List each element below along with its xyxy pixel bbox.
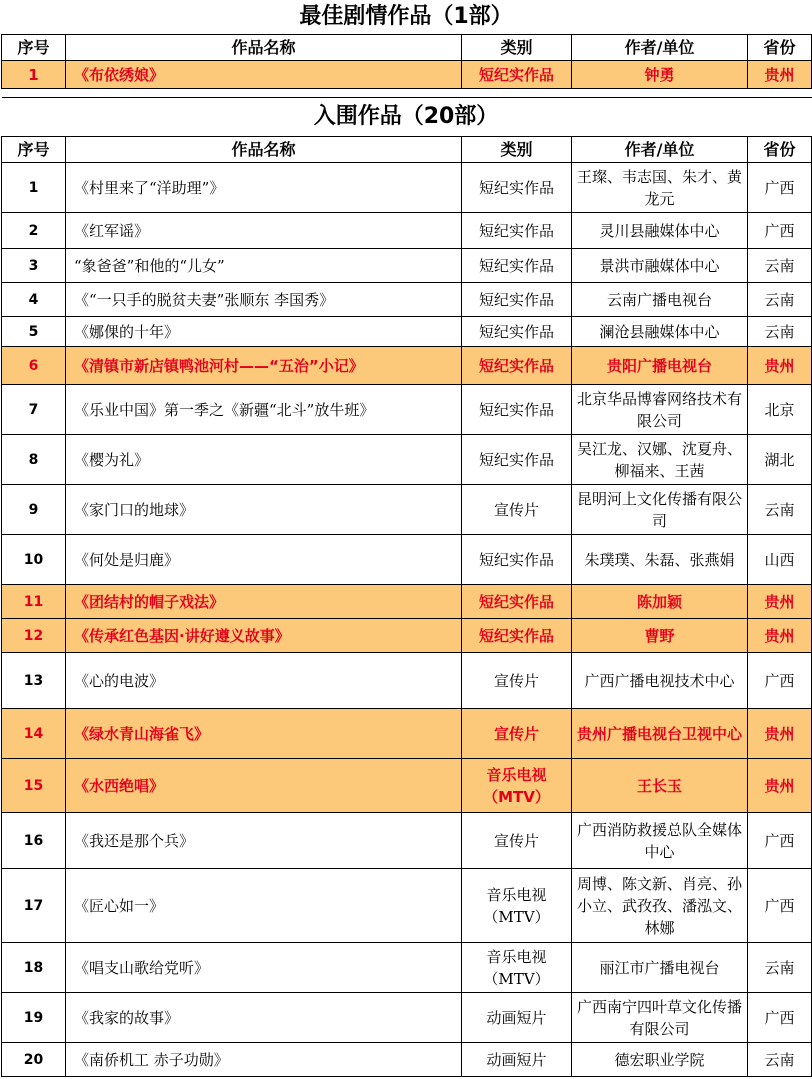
cell-type: 短纪实作品 — [462, 61, 572, 89]
table-row — [2, 813, 812, 869]
cell-province: 云南 — [748, 317, 812, 347]
header-type: 类别 — [462, 35, 572, 61]
table-row — [2, 535, 812, 585]
cell-province: 贵州 — [748, 347, 812, 385]
cell-name: 《“一只手的脱贫夫妻”张顺东 李国秀》 — [66, 283, 462, 317]
cell-province: 山西 — [748, 535, 812, 585]
section2-title: 入围作品（20部） — [313, 104, 499, 129]
cell-no: 19 — [2, 993, 66, 1043]
cell-author: 澜沧县融媒体中心 — [572, 317, 748, 347]
cell-name: 《南侨机工 赤子功勋》 — [66, 1043, 462, 1077]
cell-province: 云南 — [748, 249, 812, 283]
table-row — [2, 1043, 812, 1077]
table-header-row — [2, 35, 812, 61]
cell-no: 1 — [2, 163, 66, 213]
cell-type: 宣传片 — [462, 653, 572, 709]
cell-name: 《团结村的帽子戏法》 — [66, 585, 462, 619]
cell-name: 《红军谣》 — [66, 213, 462, 249]
cell-name: 《娜倮的十年》 — [66, 317, 462, 347]
cell-name: 《清镇市新店镇鸭池河村——“五治”小记》 — [66, 347, 462, 385]
cell-province: 贵州 — [748, 585, 812, 619]
cell-author: 王璨、韦志国、朱才、黄龙元 — [572, 163, 748, 213]
cell-no: 8 — [2, 435, 66, 485]
header-name: 作品名称 — [66, 137, 462, 163]
cell-name: 《家门口的地球》 — [66, 485, 462, 535]
cell-province: 广西 — [748, 163, 812, 213]
cell-no: 4 — [2, 283, 66, 317]
cell-no: 16 — [2, 813, 66, 869]
cell-province: 云南 — [748, 283, 812, 317]
cell-type: 短纪实作品 — [462, 213, 572, 249]
table-row — [2, 759, 812, 813]
table-row — [2, 943, 812, 993]
cell-type: 短纪实作品 — [462, 283, 572, 317]
cell-no: 12 — [2, 619, 66, 653]
cell-no: 20 — [2, 1043, 66, 1077]
cell-type: 短纪实作品 — [462, 249, 572, 283]
table-row — [2, 163, 812, 213]
cell-author: 曹野 — [572, 619, 748, 653]
table-row — [2, 435, 812, 485]
table-row — [2, 61, 812, 89]
cell-author: 周博、陈文新、肖亮、孙小立、武孜孜、潘泓文、林娜 — [572, 869, 748, 943]
cell-name: 《村里来了“洋助理”》 — [66, 163, 462, 213]
cell-type: 短纪实作品 — [462, 385, 572, 435]
cell-name: 《传承红色基因·讲好遵义故事》 — [66, 619, 462, 653]
header-province: 省份 — [748, 35, 812, 61]
cell-name: 《心的电波》 — [66, 653, 462, 709]
cell-type: 动画短片 — [462, 1043, 572, 1077]
cell-type: 短纪实作品 — [462, 163, 572, 213]
table-row — [2, 347, 812, 385]
cell-author: 陈加颖 — [572, 585, 748, 619]
header-author: 作者/单位 — [572, 137, 748, 163]
table-row — [2, 385, 812, 435]
cell-author: 朱璞璞、朱磊、张燕娟 — [572, 535, 748, 585]
cell-province: 贵州 — [748, 61, 812, 89]
cell-author: 云南广播电视台 — [572, 283, 748, 317]
cell-no: 13 — [2, 653, 66, 709]
cell-no: 3 — [2, 249, 66, 283]
cell-province: 广西 — [748, 993, 812, 1043]
cell-name: 《唱支山歌给党听》 — [66, 943, 462, 993]
cell-province: 湖北 — [748, 435, 812, 485]
cell-name: 《樱为礼》 — [66, 435, 462, 485]
cell-province: 云南 — [748, 943, 812, 993]
cell-no: 15 — [2, 759, 66, 813]
cell-type: 短纪实作品 — [462, 317, 572, 347]
table-header-row — [2, 137, 812, 163]
cell-name: 《水西绝唱》 — [66, 759, 462, 813]
table-row — [2, 317, 812, 347]
best-works-table — [1, 34, 812, 98]
cell-province: 贵州 — [748, 759, 812, 813]
cell-name: 《匠心如一》 — [66, 869, 462, 943]
cell-author: 吴江龙、汉娜、沈夏舟、柳福来、王茜 — [572, 435, 748, 485]
cell-author: 德宏职业学院 — [572, 1043, 748, 1077]
cell-author: 广西广播电视技术中心 — [572, 653, 748, 709]
cell-type: 短纪实作品 — [462, 347, 572, 385]
cell-no: 1 — [2, 61, 66, 89]
header-type: 类别 — [462, 137, 572, 163]
table-row — [2, 619, 812, 653]
cell-province: 广西 — [748, 213, 812, 249]
cell-author: 景洪市融媒体中心 — [572, 249, 748, 283]
cell-no: 10 — [2, 535, 66, 585]
table-row — [2, 993, 812, 1043]
cell-type: 短纪实作品 — [462, 585, 572, 619]
cell-author: 广西南宁四叶草文化传播有限公司 — [572, 993, 748, 1043]
cell-no: 17 — [2, 869, 66, 943]
cell-type: 宣传片 — [462, 485, 572, 535]
cell-no: 7 — [2, 385, 66, 435]
cell-author: 北京华品博睿网络技术有限公司 — [572, 385, 748, 435]
cell-province: 广西 — [748, 653, 812, 709]
table-row — [2, 869, 812, 943]
cell-author: 灵川县融媒体中心 — [572, 213, 748, 249]
cell-type: 音乐电视（MTV） — [462, 869, 572, 943]
cell-type: 动画短片 — [462, 993, 572, 1043]
cell-name: 《布依绣娘》 — [66, 61, 462, 89]
table-row — [2, 283, 812, 317]
cell-name: 《乐业中国》第一季之《新疆“北斗”放牛班》 — [66, 385, 462, 435]
cell-name: 《绿水青山海雀飞》 — [66, 709, 462, 759]
cell-name: 《我家的故事》 — [66, 993, 462, 1043]
cell-no: 2 — [2, 213, 66, 249]
cell-author: 广西消防救援总队全媒体中心 — [572, 813, 748, 869]
cell-type: 音乐电视（MTV） — [462, 759, 572, 813]
cell-author: 钟勇 — [572, 61, 748, 89]
cell-no: 5 — [2, 317, 66, 347]
cell-name: “象爸爸”和他的“儿女” — [66, 249, 462, 283]
cell-province: 贵州 — [748, 709, 812, 759]
cell-province: 云南 — [748, 485, 812, 535]
header-name: 作品名称 — [66, 35, 462, 61]
cell-name: 《何处是归鹿》 — [66, 535, 462, 585]
cell-author: 王长玉 — [572, 759, 748, 813]
cell-no: 11 — [2, 585, 66, 619]
cell-province: 广西 — [748, 813, 812, 869]
header-no: 序号 — [2, 137, 66, 163]
cell-province: 云南 — [748, 1043, 812, 1077]
header-no: 序号 — [2, 35, 66, 61]
finalist-rows — [2, 163, 812, 1077]
cell-author: 贵阳广播电视台 — [572, 347, 748, 385]
header-province: 省份 — [748, 137, 812, 163]
cell-province: 贵州 — [748, 619, 812, 653]
cell-type: 音乐电视（MTV） — [462, 943, 572, 993]
table-row — [2, 213, 812, 249]
table-row — [2, 709, 812, 759]
cell-type: 短纪实作品 — [462, 619, 572, 653]
finalist-works-table — [1, 136, 812, 1077]
cell-province: 广西 — [748, 869, 812, 943]
cell-author: 贵州广播电视台卫视中心 — [572, 709, 748, 759]
cell-type: 宣传片 — [462, 813, 572, 869]
cell-no: 9 — [2, 485, 66, 535]
cell-no: 6 — [2, 347, 66, 385]
header-author: 作者/单位 — [572, 35, 748, 61]
section1-title: 最佳剧情作品（1部） — [299, 4, 513, 29]
cell-name: 《我还是那个兵》 — [66, 813, 462, 869]
cell-type: 短纪实作品 — [462, 535, 572, 585]
cell-author: 昆明河上文化传播有限公司 — [572, 485, 748, 535]
table-row — [2, 485, 812, 535]
cell-no: 18 — [2, 943, 66, 993]
cell-type: 宣传片 — [462, 709, 572, 759]
cell-no: 14 — [2, 709, 66, 759]
cell-province: 北京 — [748, 385, 812, 435]
cell-author: 丽江市广播电视台 — [572, 943, 748, 993]
table-row — [2, 653, 812, 709]
table-row — [2, 249, 812, 283]
cell-type: 短纪实作品 — [462, 435, 572, 485]
table-row — [2, 585, 812, 619]
spacer-row — [2, 89, 812, 98]
